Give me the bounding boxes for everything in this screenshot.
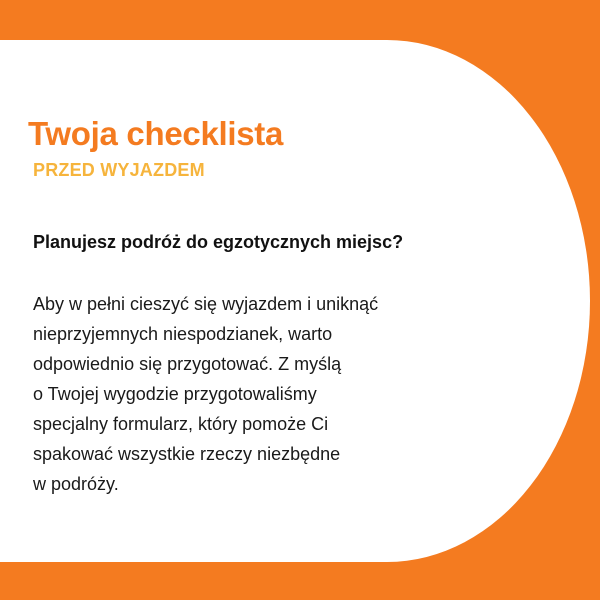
body-line: Aby w pełni cieszyć się wyjazdem i uniknąć [33,294,379,314]
page-subtitle: PRZED WYJAZDEM [33,160,205,180]
page-title: Twoja checklista [28,115,284,152]
body-line: odpowiednio się przygotować. Z myślą [33,354,342,374]
body-paragraph [33,289,493,499]
body-line: nieprzyjemnych niespodzianek, warto [33,324,333,344]
body-line: o Twojej wygodzie przygotowaliśmy [33,384,317,404]
body-line: w podróży. [33,474,119,494]
lead-question: Planujesz podróż do egzotycznych miejsc? [33,232,404,252]
body-line: specjalny formularz, który pomoże Ci [33,414,329,434]
body-line: spakować wszystkie rzeczy niezbędne [33,444,341,464]
